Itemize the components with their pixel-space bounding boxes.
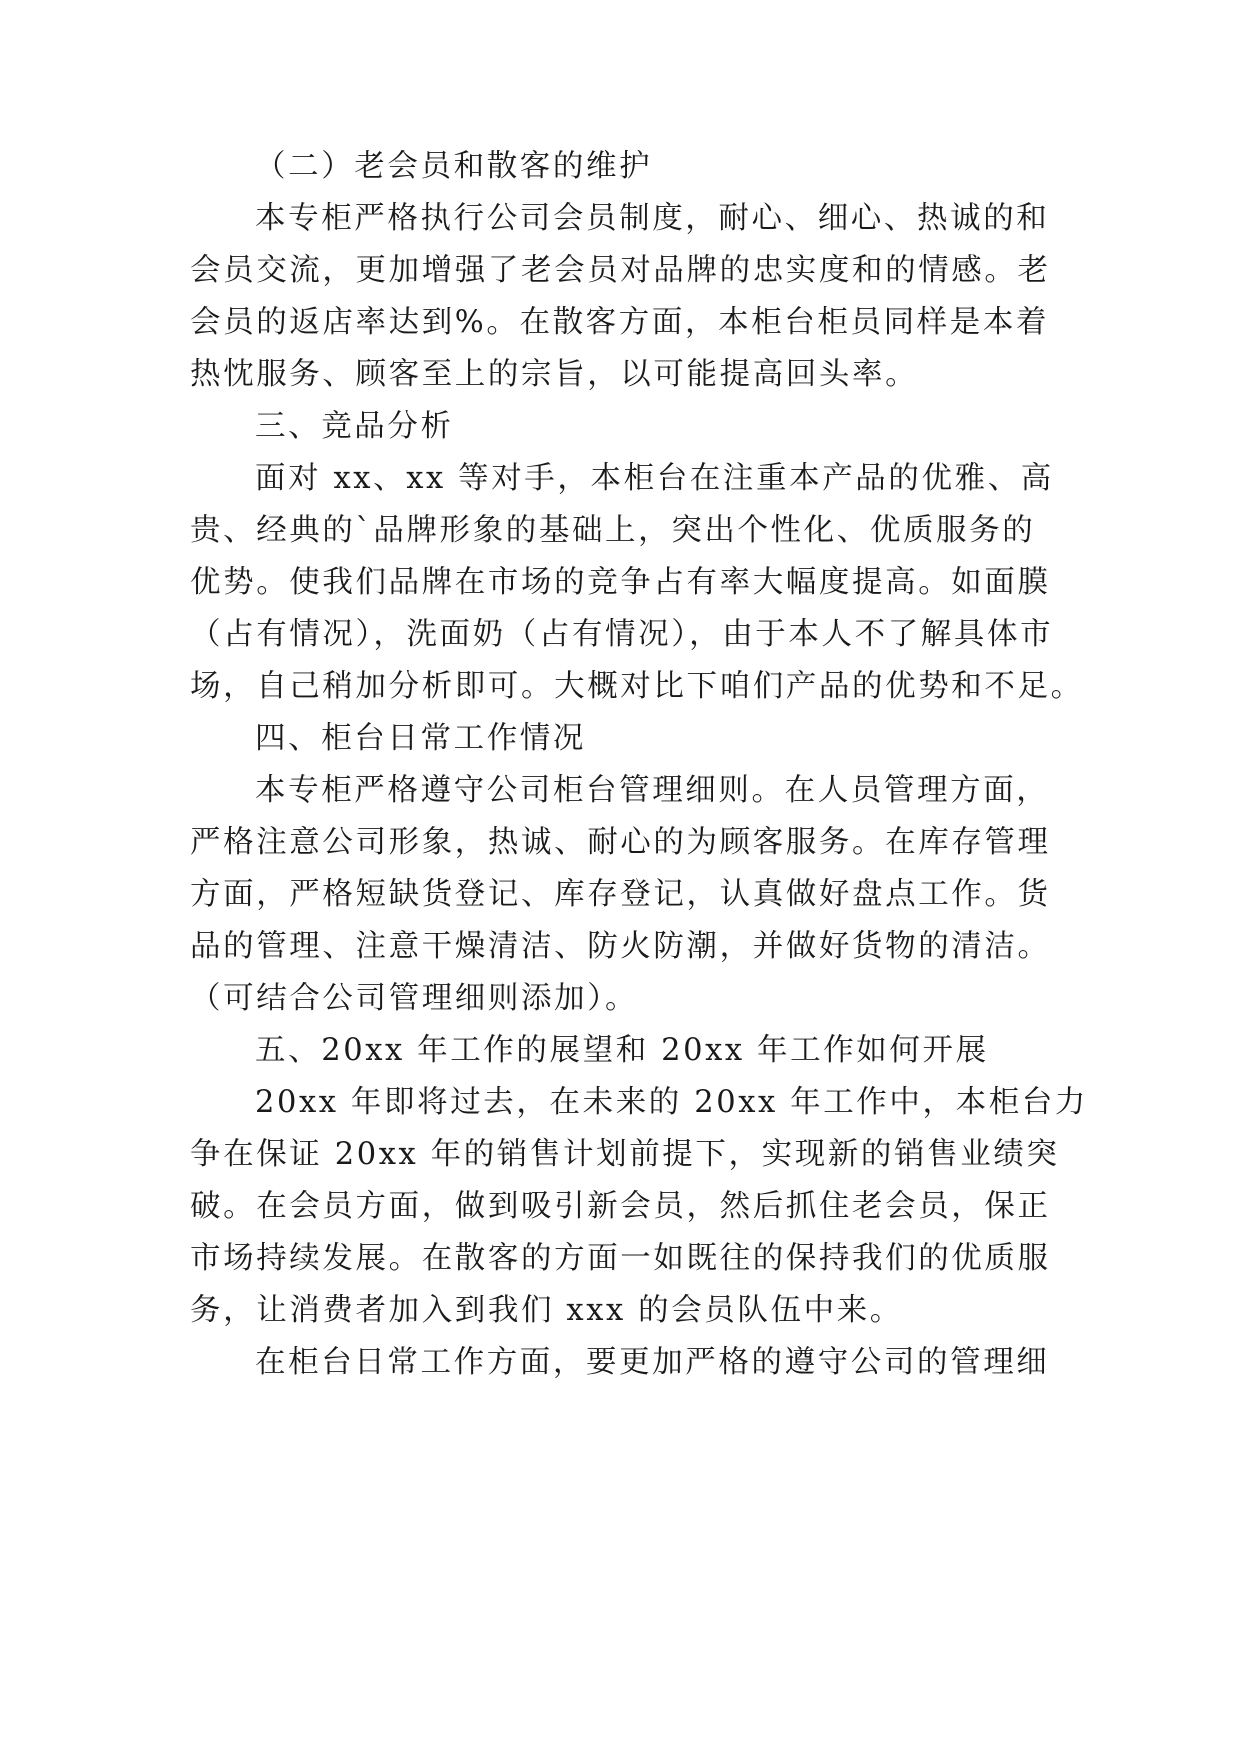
paragraph-line: 市场持续发展。在散客的方面一如既往的保持我们的优质服	[190, 1241, 1051, 1276]
paragraph-line: 本专柜严格遵守公司柜台管理细则。在人员管理方面，	[255, 773, 1050, 808]
heading-daily-work: 四、柜台日常工作情况	[255, 721, 586, 756]
paragraph-line: 本专柜严格执行公司会员制度，耐心、细心、热诚的和	[255, 201, 1050, 236]
heading-competitor-analysis: 三、竞品分析	[255, 409, 454, 444]
paragraph-line: 面对 xx、xx 等对手，本柜台在注重本产品的优雅、高	[255, 461, 1054, 496]
paragraph-line: 场，自己稍加分析即可。大概对比下咱们产品的优势和不足。	[190, 669, 1084, 704]
paragraph-line: 在柜台日常工作方面，要更加严格的遵守公司的管理细	[255, 1345, 1050, 1380]
paragraph-line: 严格注意公司形象，热诚、耐心的为顾客服务。在库存管理	[190, 825, 1051, 860]
paragraph-line: 破。在会员方面，做到吸引新会员，然后抓住老会员，保正	[190, 1189, 1051, 1224]
heading-old-members: （二）老会员和散客的维护	[255, 149, 653, 184]
paragraph-line: 优势。使我们品牌在市场的竞争占有率大幅度提高。如面膜	[190, 565, 1051, 600]
heading-outlook: 五、20xx 年工作的展望和 20xx 年工作如何开展	[255, 1033, 989, 1068]
paragraph-line: 会员交流，更加增强了老会员对品牌的忠实度和的情感。老	[190, 253, 1051, 288]
paragraph-line: （占有情况），洗面奶（占有情况），由于本人不了解具体市	[190, 617, 1054, 652]
paragraph-line: 热忱服务、顾客至上的宗旨，以可能提高回头率。	[190, 357, 919, 392]
paragraph-line: 方面，严格短缺货登记、库存登记，认真做好盘点工作。货	[190, 877, 1051, 912]
paragraph-line: 贵、经典的`品牌形象的基础上，突出个性化、优质服务的	[190, 513, 1036, 548]
paragraph-line: （可结合公司管理细则添加）。	[190, 981, 639, 1016]
paragraph-line: 争在保证 20xx 年的销售计划前提下，实现新的销售业绩突	[190, 1137, 1060, 1172]
paragraph-line: 20xx 年即将过去，在未来的 20xx 年工作中，本柜台力	[255, 1085, 1089, 1120]
paragraph-line: 务，让消费者加入到我们 xxx 的会员队伍中来。	[190, 1293, 903, 1328]
paragraph-line: 会员的返店率达到%。在散客方面，本柜台柜员同样是本着	[190, 305, 1050, 340]
paragraph-line: 品的管理、注意干燥清洁、防火防潮，并做好货物的清洁。	[190, 929, 1051, 964]
